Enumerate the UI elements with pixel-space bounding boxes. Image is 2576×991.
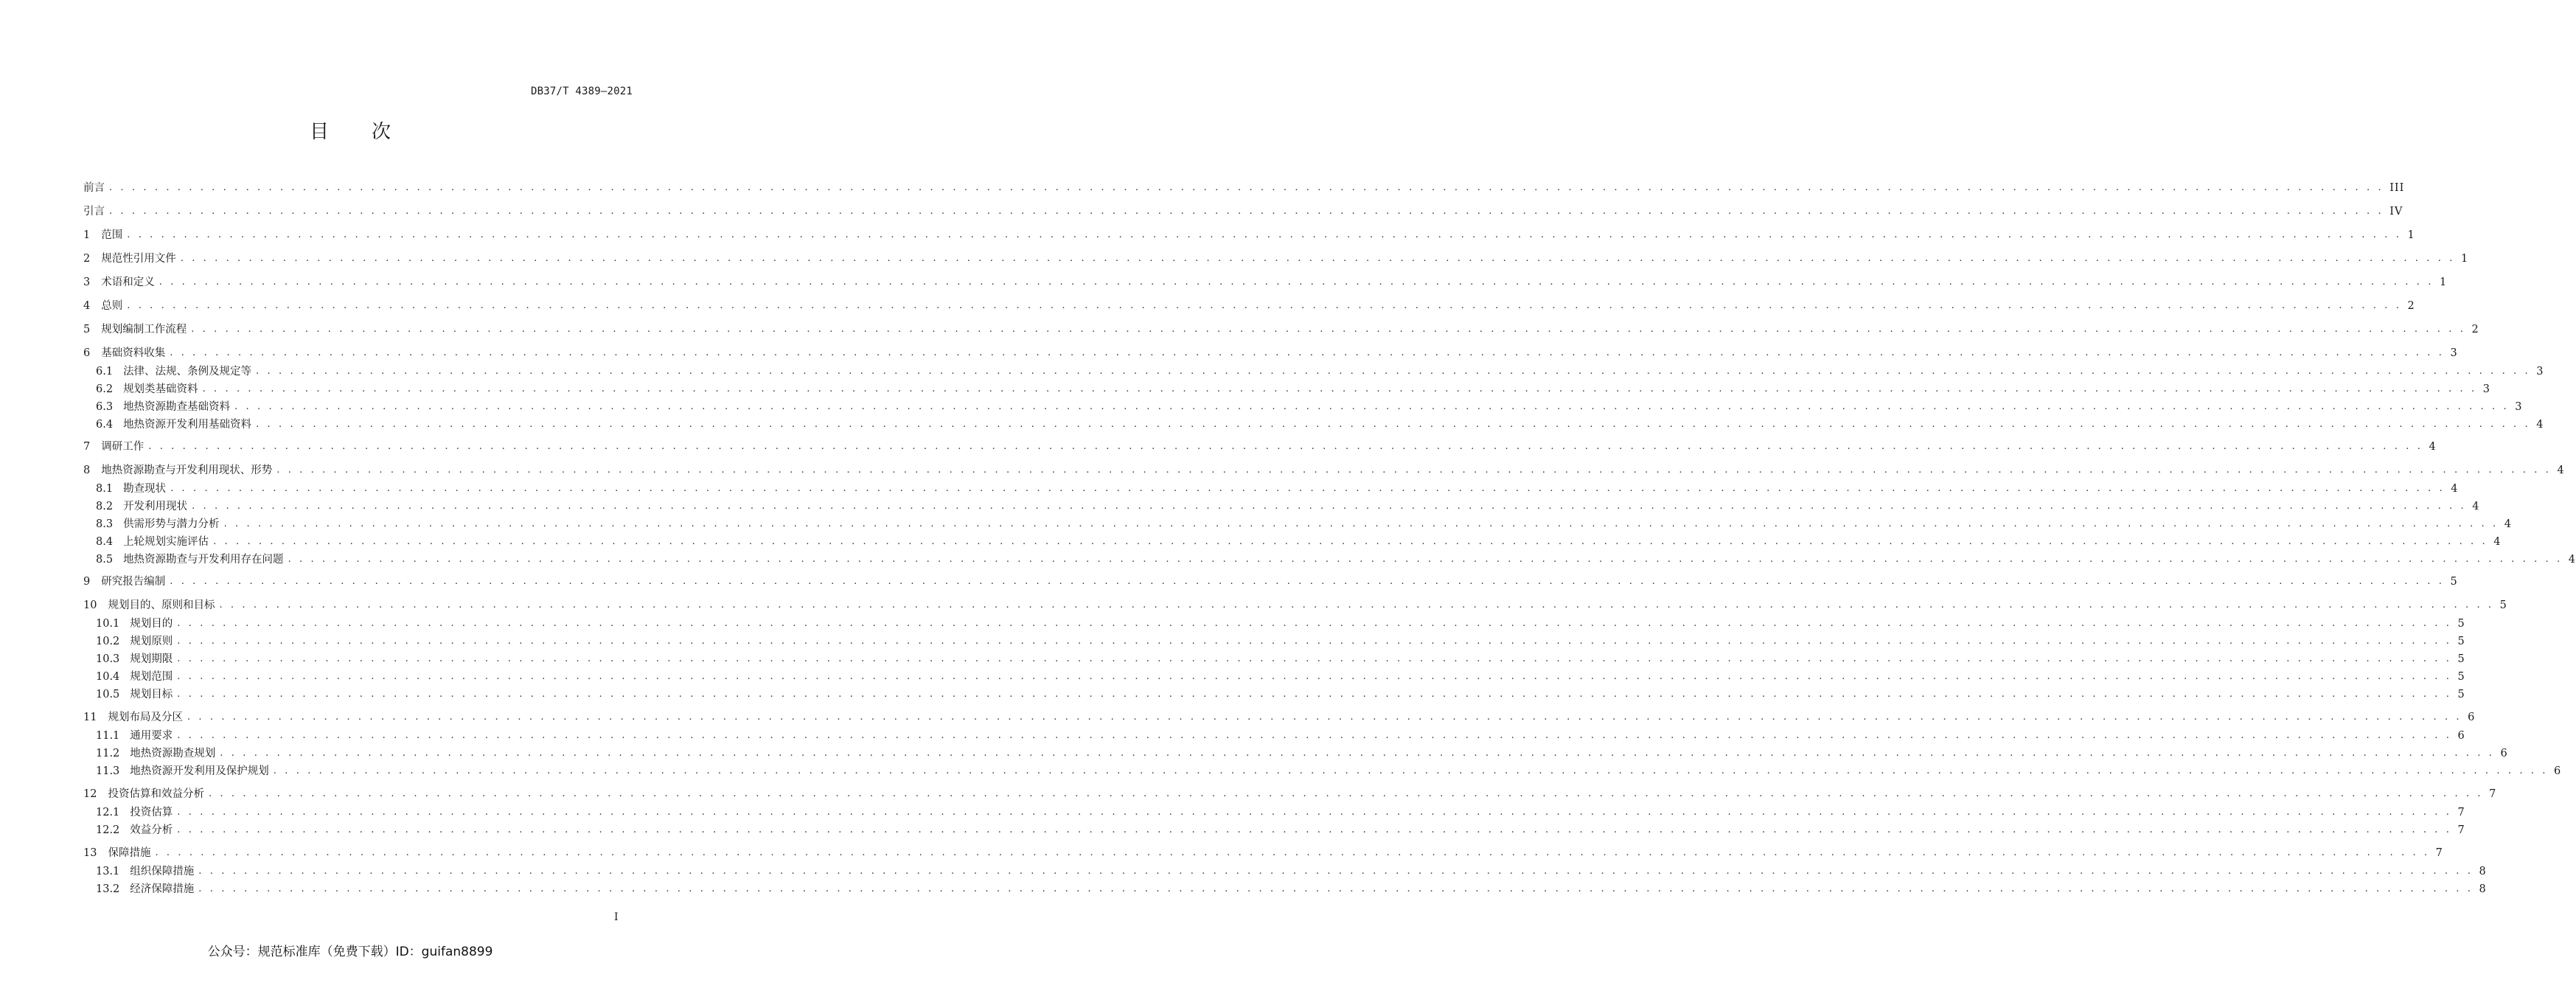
toc-entry-number: 8.5 [96,554,114,566]
toc-entry[interactable] [96,399,2523,415]
toc-entry-page: 2 [2471,324,2479,335]
toc-entry-number: 11.2 [96,748,120,759]
toc-entry[interactable] [96,745,2508,762]
toc-entry[interactable] [96,534,2502,550]
toc-entry-number: 8.1 [96,483,114,495]
toc-entry[interactable] [96,881,2487,897]
toc-entry-title: 调研工作 [101,441,145,453]
toc-entry[interactable] [83,321,2479,338]
toc-leader-dots: . . . . . . . . . . . . . . . . . . . . . . . . . . . . . . . . . . . . . . . . . . . . . . . . . . . . . . . . . . . . . . . . . . . . . . . . . . . . . . . . . . . . . . . . . . . . . . . . . . . . . . . . . . . . . . . . . . . . . . . . . . . . . . . . . . . . . . . . . . . . . . . . . . . . . . . . . . . . . . . . . . . . . . . . . . . . . . . . . . . . . . . . . . . . . . . . . . . . . . . . [127,229,2402,240]
toc-leader-dots: . . . . . . . . . . . . . . . . . . . . . . . . . . . . . . . . . . . . . . . . . . . . . . . . . . . . . . . . . . . . . . . . . . . . . . . . . . . . . . . . . . . . . . . . . . . . . . . . . . . . . . . . . . . . . . . . . . . . . . . . . . . . . . . . . . . . . . . . . . . . . . . . . . . . . . . . . . . . . . . . . . . . . . . . . . . . . . . . . . . . . . . . . . . . . . . . . . . . . . . . [219,599,2494,611]
toc-leader-dots: . . . . . . . . . . . . . . . . . . . . . . . . . . . . . . . . . . . . . . . . . . . . . . . . . . . . . . . . . . . . . . . . . . . . . . . . . . . . . . . . . . . . . . . . . . . . . . . . . . . . . . . . . . . . . . . . . . . . . . . . . . . . . . . . . . . . . . . . . . . . . . . . . . . . . . . . . . . . . . . . . . . . . . . . . . . . . . . . . . . . . . . . . . . . . . . . . . . . . . . . [256,419,2531,430]
toc-entry-title: 前言 [83,182,105,194]
toc-entry[interactable] [83,180,2405,196]
toc-entry-number: 6.2 [96,383,114,395]
toc-leader-dots: . . . . . . . . . . . . . . . . . . . . . . . . . . . . . . . . . . . . . . . . . . . . . . . . . . . . . . . . . . . . . . . . . . . . . . . . . . . . . . . . . . . . . . . . . . . . . . . . . . . . . . . . . . . . . . . . . . . . . . . . . . . . . . . . . . . . . . . . . . . . . . . . . . . . . . . . . . . . . . . . . . . . . . . . . . . . . . . . . . . . . . . . . . . . . . . . . . . . . . . . [288,554,2563,565]
toc-entry[interactable] [83,845,2443,861]
toc-entry-number: 5 [83,324,91,335]
toc-entry-page: 4 [2536,419,2544,431]
toc-entry-title: 投资估算 [130,807,173,818]
toc-entry[interactable] [96,481,2459,497]
toc-entry-title: 规划范围 [130,671,173,683]
toc-entry-number: 12.1 [96,807,120,818]
page-number: I [614,911,619,923]
toc-entry[interactable] [83,274,2448,291]
page-title: 目次 [309,121,434,143]
toc-entry[interactable] [96,669,2465,685]
toc-entry[interactable] [83,597,2507,613]
toc-entry-title: 规划期限 [130,653,173,665]
toc-entry[interactable] [96,498,2480,515]
toc-entry-page: 7 [2435,847,2443,859]
toc-leader-dots: . . . . . . . . . . . . . . . . . . . . . . . . . . . . . . . . . . . . . . . . . . . . . . . . . . . . . . . . . . . . . . . . . . . . . . . . . . . . . . . . . . . . . . . . . . . . . . . . . . . . . . . . . . . . . . . . . . . . . . . . . . . . . . . . . . . . . . . . . . . . . . . . . . . . . . . . . . . . . . . . . . . . . . . . . . . . . . . . . . . . . . . . . . . . . . . . . . . . . . . . [202,383,2477,394]
toc-entry-title: 保障措施 [108,847,151,859]
toc-leader-dots: . . . . . . . . . . . . . . . . . . . . . . . . . . . . . . . . . . . . . . . . . . . . . . . . . . . . . . . . . . . . . . . . . . . . . . . . . . . . . . . . . . . . . . . . . . . . . . . . . . . . . . . . . . . . . . . . . . . . . . . . . . . . . . . . . . . . . . . . . . . . . . . . . . . . . . . . . . . . . . . . . . . . . . . . . . . . . . . . . . . . . . . . . . . . . . . . . . . . . . . . [208,788,2484,799]
toc-leader-dots: . . . . . . . . . . . . . . . . . . . . . . . . . . . . . . . . . . . . . . . . . . . . . . . . . . . . . . . . . . . . . . . . . . . . . . . . . . . . . . . . . . . . . . . . . . . . . . . . . . . . . . . . . . . . . . . . . . . . . . . . . . . . . . . . . . . . . . . . . . . . . . . . . . . . . . . . . . . . . . . . . . . . . . . . . . . . . . . . . . . . . . . . . . . . . . . . . . . . . . . . [177,824,2452,835]
toc-leader-dots: . . . . . . . . . . . . . . . . . . . . . . . . . . . . . . . . . . . . . . . . . . . . . . . . . . . . . . . . . . . . . . . . . . . . . . . . . . . . . . . . . . . . . . . . . . . . . . . . . . . . . . . . . . . . . . . . . . . . . . . . . . . . . . . . . . . . . . . . . . . . . . . . . . . . . . . . . . . . . . . . . . . . . . . . . . . . . . . . . . . . . . . . . . . . . . . . . . . . . . . . [191,324,2466,335]
toc-entry-number: 12.2 [96,824,120,836]
toc-leader-dots: . . . . . . . . . . . . . . . . . . . . . . . . . . . . . . . . . . . . . . . . . . . . . . . . . . . . . . . . . . . . . . . . . . . . . . . . . . . . . . . . . . . . . . . . . . . . . . . . . . . . . . . . . . . . . . . . . . . . . . . . . . . . . . . . . . . . . . . . . . . . . . . . . . . . . . . . . . . . . . . . . . . . . . . . . . . . . . . . . . . . . . . . . . . . . . . . . . . . . . . . [159,277,2434,288]
toc-entry-title: 地热资源勘查与开发利用现状、形势 [101,465,273,476]
toc-entry-number: 10.3 [96,653,120,665]
toc-entry-page: 7 [2457,824,2465,836]
toc-entry-title: 地热资源勘查规划 [130,748,216,759]
toc-entry-title: 通用要求 [130,730,173,742]
toc-entry-number: 6.3 [96,401,114,413]
toc-leader-dots: . . . . . . . . . . . . . . . . . . . . . . . . . . . . . . . . . . . . . . . . . . . . . . . . . . . . . . . . . . . . . . . . . . . . . . . . . . . . . . . . . . . . . . . . . . . . . . . . . . . . . . . . . . . . . . . . . . . . . . . . . . . . . . . . . . . . . . . . . . . . . . . . . . . . . . . . . . . . . . . . . . . . . . . . . . . . . . . . . . . . . . . . . . . . . . . . . . . . . . . . [223,518,2499,529]
toc-entry-page: 5 [2499,599,2507,611]
toc-entry[interactable] [83,462,2565,479]
toc-entry[interactable] [83,204,2403,220]
toc-entry-number: 8.2 [96,501,114,512]
toc-leader-dots: . . . . . . . . . . . . . . . . . . . . . . . . . . . . . . . . . . . . . . . . . . . . . . . . . . . . . . . . . . . . . . . . . . . . . . . . . . . . . . . . . . . . . . . . . . . . . . . . . . . . . . . . . . . . . . . . . . . . . . . . . . . . . . . . . . . . . . . . . . . . . . . . . . . . . . . . . . . . . . . . . . . . . . . . . . . . . . . . . . . . . . . . . . . . . . . . . . . . . . . . [198,883,2474,894]
toc-entry-title: 基础资料收集 [101,347,166,359]
toc-entry-page: 6 [2468,712,2476,723]
toc-entry[interactable] [96,863,2487,880]
toc-entry[interactable] [83,709,2476,726]
toc-entry-page: 3 [2482,383,2490,395]
toc-leader-dots: . . . . . . . . . . . . . . . . . . . . . . . . . . . . . . . . . . . . . . . . . . . . . . . . . . . . . . . . . . . . . . . . . . . . . . . . . . . . . . . . . . . . . . . . . . . . . . . . . . . . . . . . . . . . . . . . . . . . . . . . . . . . . . . . . . . . . . . . . . . . . . . . . . . . . . . . . . . . . . . . . . . . . . . . . . . . . . . . . . . . . . . . . . . . . . . . . . . . . . . . [148,441,2423,452]
toc-entry[interactable] [96,651,2465,667]
toc-entry-number: 13.2 [96,883,120,895]
toc-leader-dots: . . . . . . . . . . . . . . . . . . . . . . . . . . . . . . . . . . . . . . . . . . . . . . . . . . . . . . . . . . . . . . . . . . . . . . . . . . . . . . . . . . . . . . . . . . . . . . . . . . . . . . . . . . . . . . . . . . . . . . . . . . . . . . . . . . . . . . . . . . . . . . . . . . . . . . . . . . . . . . . . . . . . . . . . . . . . . . . . . . . . . . . . . . . . . . . . . . . . . . . . [177,730,2452,741]
toc-entry-title: 勘查现状 [123,483,167,495]
toc-entry[interactable] [83,574,2458,590]
toc-leader-dots: . . . . . . . . . . . . . . . . . . . . . . . . . . . . . . . . . . . . . . . . . . . . . . . . . . . . . . . . . . . . . . . . . . . . . . . . . . . . . . . . . . . . . . . . . . . . . . . . . . . . . . . . . . . . . . . . . . . . . . . . . . . . . . . . . . . . . . . . . . . . . . . . . . . . . . . . . . . . . . . . . . . . . . . . . . . . . . . . . . . . . . . . . . . . . . . . . . . . . . . . [170,483,2446,494]
toc-entry-title: 投资估算和效益分析 [108,788,204,800]
toc-entry-number: 6.4 [96,419,114,431]
toc-entry-number: 8 [83,465,91,476]
toc-entry-title: 效益分析 [130,824,173,836]
toc-leader-dots: . . . . . . . . . . . . . . . . . . . . . . . . . . . . . . . . . . . . . . . . . . . . . . . . . . . . . . . . . . . . . . . . . . . . . . . . . . . . . . . . . . . . . . . . . . . . . . . . . . . . . . . . . . . . . . . . . . . . . . . . . . . . . . . . . . . . . . . . . . . . . . . . . . . . . . . . . . . . . . . . . . . . . . . . . . . . . . . . . . . . . . . . . . . . . . . . . . . . . . . . [276,465,2552,476]
toc-entry-page: 8 [2479,866,2487,877]
toc-entry-page: 4 [2557,465,2565,476]
toc-entry-title: 开发利用现状 [123,501,188,512]
toc-entry-page: 5 [2450,576,2458,588]
toc-entry-title: 法律、法规、条例及规定等 [123,366,252,378]
toc-leader-dots: . . . . . . . . . . . . . . . . . . . . . . . . . . . . . . . . . . . . . . . . . . . . . . . . . . . . . . . . . . . . . . . . . . . . . . . . . . . . . . . . . . . . . . . . . . . . . . . . . . . . . . . . . . . . . . . . . . . . . . . . . . . . . . . . . . . . . . . . . . . . . . . . . . . . . . . . . . . . . . . . . . . . . . . . . . . . . . . . . . . . . . . . . . . . . . . . . . . . . . . . [198,866,2474,877]
toc-entry-number: 7 [83,441,91,453]
toc-entry-title: 规划原则 [130,636,173,647]
toc-entry-title: 组织保障措施 [130,866,195,877]
toc-entry[interactable] [96,381,2490,397]
toc-entry-title: 经济保障措施 [130,883,195,895]
toc-entry-title: 规划目标 [130,689,173,700]
toc-leader-dots: . . . . . . . . . . . . . . . . . . . . . . . . . . . . . . . . . . . . . . . . . . . . . . . . . . . . . . . . . . . . . . . . . . . . . . . . . . . . . . . . . . . . . . . . . . . . . . . . . . . . . . . . . . . . . . . . . . . . . . . . . . . . . . . . . . . . . . . . . . . . . . . . . . . . . . . . . . . . . . . . . . . . . . . . . . . . . . . . . . . . . . . . . . . . . . . . . . . . . . . . [180,253,2455,264]
toc-leader-dots: . . . . . . . . . . . . . . . . . . . . . . . . . . . . . . . . . . . . . . . . . . . . . . . . . . . . . . . . . . . . . . . . . . . . . . . . . . . . . . . . . . . . . . . . . . . . . . . . . . . . . . . . . . . . . . . . . . . . . . . . . . . . . . . . . . . . . . . . . . . . . . . . . . . . . . . . . . . . . . . . . . . . . . . . . . . . . . . . . . . . . . . . . . . . . . . . . . . . . . . . [109,182,2384,193]
toc-entry-page: 4 [2472,501,2480,512]
toc-entry-number: 8.4 [96,536,114,548]
toc-entry-number: 13 [83,847,97,859]
toc-entry-page: 1 [2439,277,2448,288]
toc-leader-dots: . . . . . . . . . . . . . . . . . . . . . . . . . . . . . . . . . . . . . . . . . . . . . . . . . . . . . . . . . . . . . . . . . . . . . . . . . . . . . . . . . . . . . . . . . . . . . . . . . . . . . . . . . . . . . . . . . . . . . . . . . . . . . . . . . . . . . . . . . . . . . . . . . . . . . . . . . . . . . . . . . . . . . . . . . . . . . . . . . . . . . . . . . . . . . . . . . . . . . . . . [177,807,2452,818]
toc-entry-title: 地热资源勘查基础资料 [123,401,231,413]
toc-entry-number: 6.1 [96,366,114,378]
toc-leader-dots: . . . . . . . . . . . . . . . . . . . . . . . . . . . . . . . . . . . . . . . . . . . . . . . . . . . . . . . . . . . . . . . . . . . . . . . . . . . . . . . . . . . . . . . . . . . . . . . . . . . . . . . . . . . . . . . . . . . . . . . . . . . . . . . . . . . . . . . . . . . . . . . . . . . . . . . . . . . . . . . . . . . . . . . . . . . . . . . . . . . . . . . . . . . . . . . . . . . . . . . . [177,689,2452,700]
toc-entry-title: 上轮规划实施评估 [123,536,209,548]
toc-entry-title: 规划目的 [130,618,173,630]
toc-leader-dots: . . . . . . . . . . . . . . . . . . . . . . . . . . . . . . . . . . . . . . . . . . . . . . . . . . . . . . . . . . . . . . . . . . . . . . . . . . . . . . . . . . . . . . . . . . . . . . . . . . . . . . . . . . . . . . . . . . . . . . . . . . . . . . . . . . . . . . . . . . . . . . . . . . . . . . . . . . . . . . . . . . . . . . . . . . . . . . . . . . . . . . . . . . . . . . . . . . . . . . . . [109,206,2384,217]
toc-entry[interactable] [96,822,2465,838]
toc-entry-page: 5 [2457,671,2465,683]
toc-leader-dots: . . . . . . . . . . . . . . . . . . . . . . . . . . . . . . . . . . . . . . . . . . . . . . . . . . . . . . . . . . . . . . . . . . . . . . . . . . . . . . . . . . . . . . . . . . . . . . . . . . . . . . . . . . . . . . . . . . . . . . . . . . . . . . . . . . . . . . . . . . . . . . . . . . . . . . . . . . . . . . . . . . . . . . . . . . . . . . . . . . . . . . . . . . . . . . . . . . . . . . . . [256,366,2531,377]
toc-entry-page: 5 [2457,636,2465,647]
toc-leader-dots: . . . . . . . . . . . . . . . . . . . . . . . . . . . . . . . . . . . . . . . . . . . . . . . . . . . . . . . . . . . . . . . . . . . . . . . . . . . . . . . . . . . . . . . . . . . . . . . . . . . . . . . . . . . . . . . . . . . . . . . . . . . . . . . . . . . . . . . . . . . . . . . . . . . . . . . . . . . . . . . . . . . . . . . . . . . . . . . . . . . . . . . . . . . . . . . . . . . . . . . . [177,671,2452,682]
toc-entry-page: 3 [2450,347,2458,359]
toc-entry-page: 3 [2515,401,2523,413]
toc-entry-page: 2 [2407,300,2415,312]
toc-entry[interactable] [96,616,2465,632]
toc-entry-title: 引言 [83,206,105,218]
toc-entry-page: 5 [2457,689,2465,700]
toc-leader-dots: . . . . . . . . . . . . . . . . . . . . . . . . . . . . . . . . . . . . . . . . . . . . . . . . . . . . . . . . . . . . . . . . . . . . . . . . . . . . . . . . . . . . . . . . . . . . . . . . . . . . . . . . . . . . . . . . . . . . . . . . . . . . . . . . . . . . . . . . . . . . . . . . . . . . . . . . . . . . . . . . . . . . . . . . . . . . . . . . . . . . . . . . . . . . . . . . . . . . . . . . [177,653,2452,664]
toc-entry-page: 4 [2493,536,2502,548]
toc-entry-number: 10.5 [96,689,120,700]
toc-leader-dots: . . . . . . . . . . . . . . . . . . . . . . . . . . . . . . . . . . . . . . . . . . . . . . . . . . . . . . . . . . . . . . . . . . . . . . . . . . . . . . . . . . . . . . . . . . . . . . . . . . . . . . . . . . . . . . . . . . . . . . . . . . . . . . . . . . . . . . . . . . . . . . . . . . . . . . . . . . . . . . . . . . . . . . . . . . . . . . . . . . . . . . . . . . . . . . . . . . . . . . . . [192,501,2467,512]
toc-entry-page: III [2389,182,2405,194]
toc-entry-page: 1 [2460,253,2469,265]
toc-entry-number: 1 [83,229,91,241]
toc-entry[interactable] [83,227,2415,243]
toc-entry-title: 规划布局及分区 [108,712,183,723]
toc-entry-page: 6 [2500,748,2508,759]
toc-entry-number: 10.1 [96,618,120,630]
toc-entry-title: 研究报告编制 [101,576,166,588]
toc-entry[interactable] [83,439,2437,455]
toc-entry-title: 地热资源勘查与开发利用存在问题 [123,554,284,566]
toc-entry[interactable] [96,633,2465,650]
toc-entry-number: 11 [83,712,97,723]
toc-entry-title: 规划类基础资料 [123,383,198,395]
toc-leader-dots: . . . . . . . . . . . . . . . . . . . . . . . . . . . . . . . . . . . . . . . . . . . . . . . . . . . . . . . . . . . . . . . . . . . . . . . . . . . . . . . . . . . . . . . . . . . . . . . . . . . . . . . . . . . . . . . . . . . . . . . . . . . . . . . . . . . . . . . . . . . . . . . . . . . . . . . . . . . . . . . . . . . . . . . . . . . . . . . . . . . . . . . . . . . . . . . . . . . . . . . . [220,748,2495,759]
toc-entry-page: 4 [2429,441,2437,453]
toc-entry-number: 3 [83,277,91,288]
toc-entry-page: IV [2389,206,2403,218]
toc-entry-number: 10.4 [96,671,120,683]
toc-entry[interactable] [96,552,2576,568]
toc-leader-dots: . . . . . . . . . . . . . . . . . . . . . . . . . . . . . . . . . . . . . . . . . . . . . . . . . . . . . . . . . . . . . . . . . . . . . . . . . . . . . . . . . . . . . . . . . . . . . . . . . . . . . . . . . . . . . . . . . . . . . . . . . . . . . . . . . . . . . . . . . . . . . . . . . . . . . . . . . . . . . . . . . . . . . . . . . . . . . . . . . . . . . . . . . . . . . . . . . . . . . . . . [187,712,2462,723]
toc-entry-number: 4 [83,300,91,312]
toc-entry-page: 5 [2457,618,2465,630]
toc-entry-number: 11.3 [96,765,120,777]
toc-entry-page: 6 [2457,730,2465,742]
toc-entry-number: 12 [83,788,97,800]
toc-entry-number: 10.2 [96,636,120,647]
toc-leader-dots: . . . . . . . . . . . . . . . . . . . . . . . . . . . . . . . . . . . . . . . . . . . . . . . . . . . . . . . . . . . . . . . . . . . . . . . . . . . . . . . . . . . . . . . . . . . . . . . . . . . . . . . . . . . . . . . . . . . . . . . . . . . . . . . . . . . . . . . . . . . . . . . . . . . . . . . . . . . . . . . . . . . . . . . . . . . . . . . . . . . . . . . . . . . . . . . . . . . . . . . . [170,347,2445,358]
toc-leader-dots: . . . . . . . . . . . . . . . . . . . . . . . . . . . . . . . . . . . . . . . . . . . . . . . . . . . . . . . . . . . . . . . . . . . . . . . . . . . . . . . . . . . . . . . . . . . . . . . . . . . . . . . . . . . . . . . . . . . . . . . . . . . . . . . . . . . . . . . . . . . . . . . . . . . . . . . . . . . . . . . . . . . . . . . . . . . . . . . . . . . . . . . . . . . . . . . . . . . . . . . . [213,536,2488,547]
toc-leader-dots: . . . . . . . . . . . . . . . . . . . . . . . . . . . . . . . . . . . . . . . . . . . . . . . . . . . . . . . . . . . . . . . . . . . . . . . . . . . . . . . . . . . . . . . . . . . . . . . . . . . . . . . . . . . . . . . . . . . . . . . . . . . . . . . . . . . . . . . . . . . . . . . . . . . . . . . . . . . . . . . . . . . . . . . . . . . . . . . . . . . . . . . . . . . . . . . . . . . . . . . . [170,576,2445,587]
footer-note: 公众号：规范标准库（免费下载）ID：guifan8899 [207,945,493,959]
toc-entry-title: 范围 [101,229,123,241]
toc-entry-page: 6 [2554,765,2562,777]
toc-entry-title: 总则 [101,300,123,312]
toc-entry-page: 7 [2457,807,2465,818]
toc-entry[interactable] [96,364,2544,380]
toc-entry-title: 供需形势与潜力分析 [123,518,220,530]
toc-entry-number: 6 [83,347,91,359]
toc-entry-title: 地热资源开发利用基础资料 [123,419,252,431]
toc-entry-page: 1 [2407,229,2415,241]
toc-entry-title: 术语和定义 [101,277,155,288]
toc-entry[interactable] [96,728,2465,744]
toc-entry[interactable] [83,251,2469,267]
toc-entry-number: 13.1 [96,866,120,877]
toc-entry[interactable] [96,763,2562,779]
document-code: DB37/T 4389—2021 [530,86,633,97]
toc-entry-title: 规划目的、原则和目标 [108,599,215,611]
toc-entry[interactable] [83,345,2458,361]
toc-entry[interactable] [96,516,2512,532]
toc-leader-dots: . . . . . . . . . . . . . . . . . . . . . . . . . . . . . . . . . . . . . . . . . . . . . . . . . . . . . . . . . . . . . . . . . . . . . . . . . . . . . . . . . . . . . . . . . . . . . . . . . . . . . . . . . . . . . . . . . . . . . . . . . . . . . . . . . . . . . . . . . . . . . . . . . . . . . . . . . . . . . . . . . . . . . . . . . . . . . . . . . . . . . . . . . . . . . . . . . . . . . . . . [234,401,2510,412]
toc-leader-dots: . . . . . . . . . . . . . . . . . . . . . . . . . . . . . . . . . . . . . . . . . . . . . . . . . . . . . . . . . . . . . . . . . . . . . . . . . . . . . . . . . . . . . . . . . . . . . . . . . . . . . . . . . . . . . . . . . . . . . . . . . . . . . . . . . . . . . . . . . . . . . . . . . . . . . . . . . . . . . . . . . . . . . . . . . . . . . . . . . . . . . . . . . . . . . . . . . . . . . . . . [273,765,2548,776]
toc-entry-number: 11.1 [96,730,120,742]
toc-entry-page: 3 [2536,366,2544,378]
toc-entry-page: 4 [2504,518,2512,530]
toc-entry-title: 规划编制工作流程 [101,324,187,335]
toc-entry[interactable] [83,786,2497,802]
toc-entry[interactable] [83,298,2415,314]
toc-entry-number: 10 [83,599,97,611]
toc-entry[interactable] [96,686,2465,703]
toc-leader-dots: . . . . . . . . . . . . . . . . . . . . . . . . . . . . . . . . . . . . . . . . . . . . . . . . . . . . . . . . . . . . . . . . . . . . . . . . . . . . . . . . . . . . . . . . . . . . . . . . . . . . . . . . . . . . . . . . . . . . . . . . . . . . . . . . . . . . . . . . . . . . . . . . . . . . . . . . . . . . . . . . . . . . . . . . . . . . . . . . . . . . . . . . . . . . . . . . . . . . . . . . [177,636,2452,647]
toc-entry-title: 地热资源开发利用及保护规划 [130,765,269,777]
toc-leader-dots: . . . . . . . . . . . . . . . . . . . . . . . . . . . . . . . . . . . . . . . . . . . . . . . . . . . . . . . . . . . . . . . . . . . . . . . . . . . . . . . . . . . . . . . . . . . . . . . . . . . . . . . . . . . . . . . . . . . . . . . . . . . . . . . . . . . . . . . . . . . . . . . . . . . . . . . . . . . . . . . . . . . . . . . . . . . . . . . . . . . . . . . . . . . . . . . . . . . . . . . . [127,300,2402,311]
toc-entry[interactable] [96,417,2544,433]
toc-entry-number: 2 [83,253,91,265]
toc-entry-page: 4 [2451,483,2459,495]
toc-entry-page: 5 [2457,653,2465,665]
toc-leader-dots: . . . . . . . . . . . . . . . . . . . . . . . . . . . . . . . . . . . . . . . . . . . . . . . . . . . . . . . . . . . . . . . . . . . . . . . . . . . . . . . . . . . . . . . . . . . . . . . . . . . . . . . . . . . . . . . . . . . . . . . . . . . . . . . . . . . . . . . . . . . . . . . . . . . . . . . . . . . . . . . . . . . . . . . . . . . . . . . . . . . . . . . . . . . . . . . . . . . . . . . . [177,618,2452,629]
toc-entry-page: 7 [2489,788,2497,800]
toc-entry-page: 8 [2479,883,2487,895]
toc-entry-title: 规范性引用文件 [101,253,176,265]
toc-entry-number: 8.3 [96,518,114,530]
toc-entry-number: 9 [83,576,91,588]
toc-entry-page: 4 [2568,554,2576,566]
toc-entry[interactable] [96,804,2465,821]
toc-leader-dots: . . . . . . . . . . . . . . . . . . . . . . . . . . . . . . . . . . . . . . . . . . . . . . . . . . . . . . . . . . . . . . . . . . . . . . . . . . . . . . . . . . . . . . . . . . . . . . . . . . . . . . . . . . . . . . . . . . . . . . . . . . . . . . . . . . . . . . . . . . . . . . . . . . . . . . . . . . . . . . . . . . . . . . . . . . . . . . . . . . . . . . . . . . . . . . . . . . . . . . . . [155,847,2430,858]
